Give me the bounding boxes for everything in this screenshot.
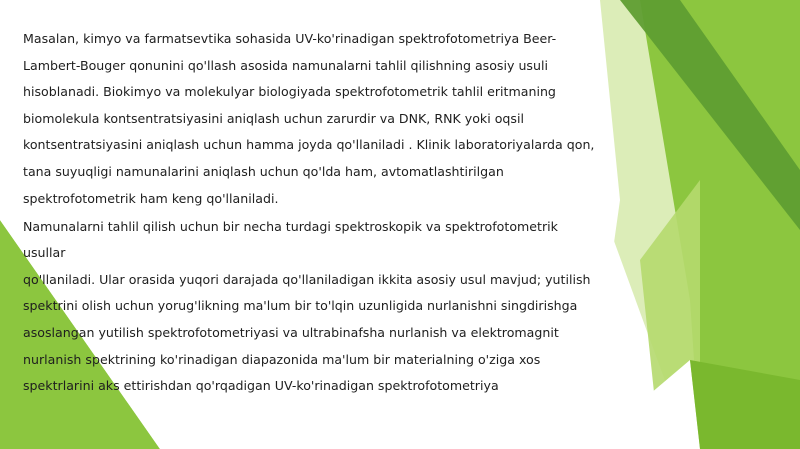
- paragraph-1: Masalan, kimyo va farmatsevtika sohasida UV-ko'rinadigan spektrofotometriya Beer- Lambert-Bouger qonunini qo'llash asosida namunalarni tahlil qilishning asosiy usuli hisoblanadi. Biokimyo va molekulyar biologiyada spektrofotometrik tahlil eritmaning biomolekula kontsentratsiyasini aniqlash uchun zarurdir va DNK, RNK yoki oqsil kontsentratsiyasini aniqlash uchun hamma joyda qo'llaniladi . Klinik laboratoriyalarda qon, tana suyuqligi namunalarini aniqlash uchun qo'lda ham, avtomatlashtirilgan spektrofotometrik ham keng qo'llaniladi.: [23, 31, 595, 206]
- body-text: [23, 26, 598, 400]
- paragraph-2: Namunalarni tahlil qilish uchun bir necha turdagi spektroskopik va spektrofotometrik usullar qo'llaniladi. Ular orasida yuqori darajada qo'llaniladigan ikkita asosiy usul mavjud; yutilish spektrini olish uchun yorug'likning ma'lum bir to'lqin uzunligida nurlanishni singdirishga asoslangan yutilish spektrofotometriyasi va ultrabinafsha nurlanish va elektromagnit nurlanish spektrining ko'rinadigan diapazonida ma'lum bir materialning o'ziga xos spektrlarini aks ettirishdan qo'rqadigan UV-ko'rinadigan spektrofotometriya: [23, 218, 591, 394]
- right-white-wedge: [585, 360, 700, 449]
